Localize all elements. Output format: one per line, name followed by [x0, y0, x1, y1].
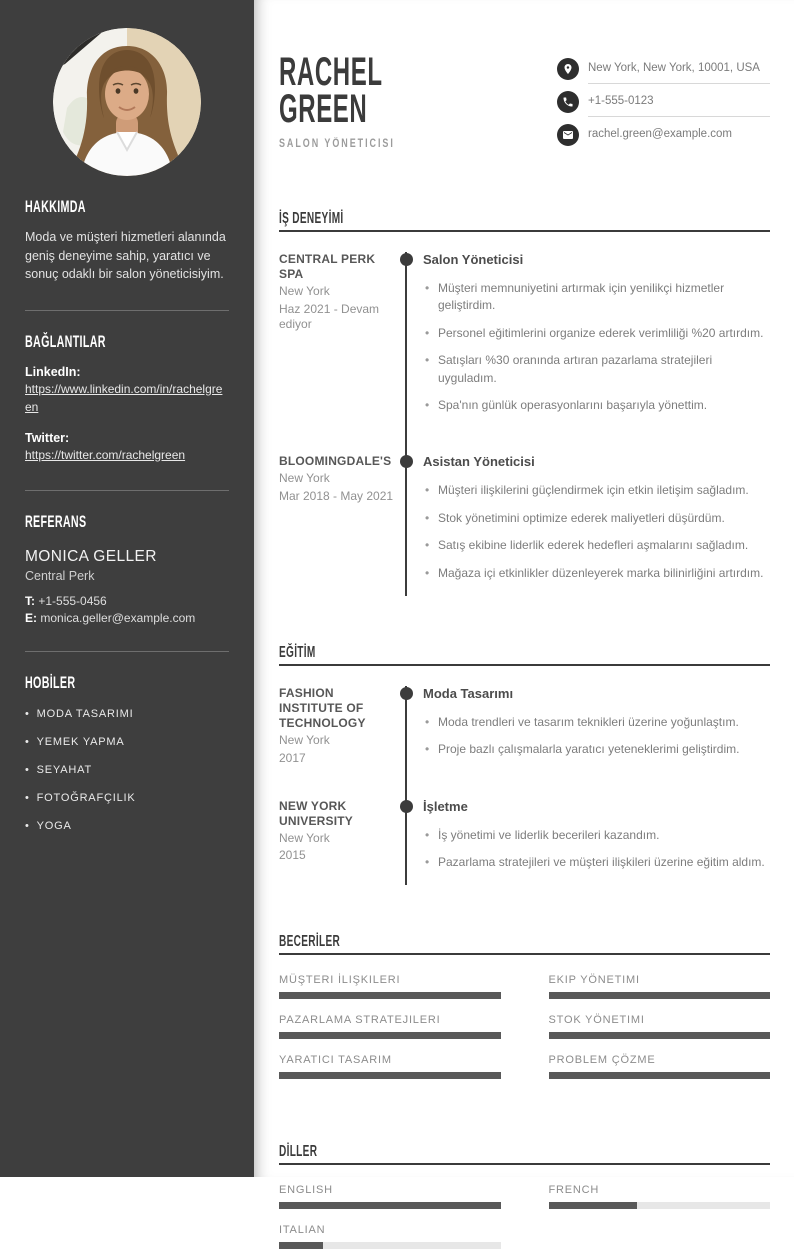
skill-label: PROBLEM ÇÖZME — [548, 1054, 656, 1067]
role-bullets — [423, 482, 770, 582]
bullet-item: • Müşteri memnuniyetini artırmak için yenilikçi hizmetler geliştirdim. — [423, 280, 770, 315]
reference-company: Central Perk — [25, 568, 95, 583]
contact-location-row — [557, 58, 770, 84]
section-education — [279, 644, 770, 886]
linkedin-link-item — [25, 365, 229, 416]
bullet-item: • Moda trendleri ve tasarım teknikleri üzerine yoğunlaştım. — [423, 714, 770, 731]
sidebar-divider — [25, 651, 229, 652]
bullet-item: • İş yönetimi ve liderlik becerileri kazandım. — [423, 827, 770, 844]
job-title: SALON YÖNETICISI — [279, 138, 395, 150]
languages-heading: DİLLER — [279, 1143, 770, 1165]
skill-label: MÜŞTERI İLIŞKILERI — [279, 974, 401, 987]
company-location: New York — [279, 284, 330, 298]
experience-entries — [279, 252, 770, 596]
language-item — [549, 1184, 771, 1209]
role-bullets — [423, 280, 770, 414]
hobby-item: • YEMEK YAPMA — [25, 736, 229, 748]
hobbies-heading: HOBİLER — [25, 672, 76, 692]
education-entry-details — [405, 686, 770, 799]
avatar — [53, 28, 201, 176]
contact-email-row — [557, 124, 770, 149]
skill-bar — [549, 1032, 771, 1039]
profile-photo-illustration — [53, 28, 201, 176]
section-experience — [279, 210, 770, 596]
skill-item — [549, 1054, 771, 1079]
phone-icon — [557, 91, 579, 113]
location-pin-icon — [557, 58, 579, 80]
language-bar — [279, 1242, 501, 1249]
skill-item — [549, 1014, 771, 1039]
education-entry — [279, 686, 770, 799]
last-name: GREEN — [279, 87, 368, 131]
sidebar-divider — [25, 310, 229, 311]
bullet-item: • Satış ekibine liderlik ederek hedefleri aşmalarını sağladım. — [423, 537, 770, 554]
reference-phone: +1-555-0456 — [38, 593, 107, 608]
contact-email: rachel.green@example.com — [588, 128, 732, 140]
skill-bar — [549, 1072, 771, 1079]
skill-item — [279, 1054, 501, 1079]
bullet-item: • Müşteri ilişkilerini güçlendirmek için etkin iletişim sağladım. — [423, 482, 770, 499]
education-entry-meta — [279, 686, 405, 799]
employment-dates: Haz 2021 - Devam ediyor — [279, 301, 380, 332]
skill-bar — [549, 992, 771, 999]
first-name: RACHEL — [279, 50, 383, 94]
contact-location: New York, New York, 10001, USA — [588, 58, 770, 84]
experience-entry-meta — [279, 252, 405, 454]
experience-entry — [279, 454, 770, 596]
language-label: FRENCH — [548, 1184, 600, 1197]
hobbies-list — [25, 708, 229, 832]
timeline-dot — [400, 687, 413, 700]
company-location: New York — [279, 471, 330, 486]
skill-bar-fill — [549, 992, 771, 999]
skill-label: YARATICI TASARIM — [279, 1054, 392, 1067]
bullet-item: • Stok yönetimini optimize ederek maliyetleri düşürdüm. — [423, 510, 770, 527]
language-bar-fill — [549, 1202, 638, 1209]
sidebar — [0, 0, 254, 1177]
linkedin-label: LinkedIn: — [25, 364, 81, 379]
resume-main — [254, 0, 794, 1237]
skill-bar-fill — [279, 992, 501, 999]
education-heading: EĞİTİM — [279, 644, 770, 666]
experience-entry-meta — [279, 454, 405, 596]
school-location: New York — [279, 732, 330, 747]
school-location: New York — [279, 830, 330, 845]
linkedin-link[interactable]: https://www.linkedin.com/in/rachelgreen — [25, 381, 223, 414]
timeline-dot — [400, 455, 413, 468]
language-bar — [279, 1202, 501, 1209]
skill-bar — [279, 1072, 501, 1079]
experience-entry-details — [405, 454, 770, 596]
skill-bar — [279, 992, 501, 999]
employment-dates: Mar 2018 - May 2021 — [279, 488, 394, 503]
language-label: ITALIAN — [279, 1224, 326, 1237]
skill-bar-fill — [549, 1072, 771, 1079]
languages-grid — [279, 1184, 770, 1249]
education-entry-meta — [279, 799, 405, 886]
degree-title: İşletme — [423, 798, 468, 814]
reference-email: monica.geller@example.com — [40, 610, 196, 625]
skill-item — [279, 974, 501, 999]
language-bar — [549, 1202, 771, 1209]
bullet-item: • Pazarlama stratejileri ve müşteri ilişkileri üzerine eğitim aldım. — [423, 854, 770, 871]
skill-item — [279, 1014, 501, 1039]
education-dates: 2015 — [279, 848, 306, 863]
language-bar-fill — [279, 1202, 501, 1209]
name-block — [279, 50, 452, 156]
timeline-dot — [400, 253, 413, 266]
degree-title: Moda Tasarımı — [423, 685, 514, 701]
school-name: FASHION INSTITUTE OF TECHNOLOGY — [279, 685, 366, 730]
reference-email-label: E: — [25, 610, 37, 625]
email-icon — [557, 124, 579, 146]
role-title: Salon Yöneticisi — [423, 252, 524, 267]
skill-bar-fill — [279, 1072, 501, 1079]
education-entries — [279, 686, 770, 886]
experience-entry — [279, 252, 770, 454]
hobby-item: • YOGA — [25, 820, 229, 832]
reference-email-row — [25, 611, 229, 625]
hobby-item: • FOTOĞRAFÇILIK — [25, 792, 229, 804]
language-label: ENGLISH — [279, 1184, 333, 1197]
bullet-item: • Proje bazlı çalışmalarla yaratıcı yeteneklerimi geliştirdim. — [423, 741, 770, 758]
skill-label: STOK YÖNETIMI — [548, 1014, 645, 1027]
company-name: CENTRAL PERK SPA — [279, 252, 376, 281]
skill-bar-fill — [549, 1032, 771, 1039]
language-bar-fill — [279, 1242, 323, 1249]
education-entry-details — [405, 799, 770, 886]
skill-bar-fill — [279, 1032, 501, 1039]
reference-heading: REFERANS — [25, 511, 87, 531]
education-dates: 2017 — [279, 750, 306, 765]
skill-bar — [279, 1032, 501, 1039]
twitter-link-item — [25, 431, 229, 464]
language-item — [279, 1224, 501, 1249]
role-title: Asistan Yöneticisi — [423, 454, 535, 470]
skill-label: PAZARLAMA STRATEJILERI — [279, 1014, 441, 1027]
section-skills — [279, 933, 770, 1079]
school-name: NEW YORK UNIVERSITY — [279, 798, 354, 828]
education-entry — [279, 799, 770, 886]
experience-entry-details — [405, 252, 770, 454]
contact-phone: +1-555-0123 — [588, 91, 770, 117]
company-name: BLOOMINGDALE'S — [279, 454, 392, 469]
sidebar-divider — [25, 490, 229, 491]
twitter-link[interactable]: https://twitter.com/rachelgreen — [25, 447, 186, 462]
resume-header — [279, 50, 770, 156]
skills-grid — [279, 974, 770, 1079]
reference-phone-row — [25, 594, 229, 608]
hobby-item: • SEYAHAT — [25, 764, 229, 776]
section-languages — [279, 1143, 770, 1249]
skill-label: EKIP YÖNETIMI — [548, 974, 640, 987]
bullet-item: • Satışları %30 oranında artıran pazarlama stratejileri uyguladım. — [423, 352, 770, 387]
bullet-item: • Spa'nın günlük operasyonlarını başarıyla yönettim. — [423, 397, 770, 414]
language-item — [279, 1184, 501, 1209]
hobby-item: • MODA TASARIMI — [25, 708, 229, 720]
skills-heading: BECERİLER — [279, 933, 770, 955]
twitter-label: Twitter: — [25, 430, 70, 445]
degree-bullets — [423, 827, 770, 872]
bullet-item: • Mağaza içi etkinlikler düzenleyerek marka bilinirliğini artırdım. — [423, 565, 770, 582]
bullet-item: • Personel eğitimlerini organize ederek verimliliği %20 artırdım. — [423, 325, 770, 342]
about-text: Moda ve müşteri hizmetleri alanında geniş deneyime sahip, yaratıcı ve sonuç odaklı bir salon yöneticisiyim. — [25, 230, 226, 281]
reference-phone-label: T: — [25, 593, 35, 608]
contact-phone-row — [557, 91, 770, 117]
degree-bullets — [423, 714, 770, 759]
skill-item — [549, 974, 771, 999]
links-heading: BAĞLANTILAR — [25, 331, 106, 351]
timeline-dot — [400, 800, 413, 813]
reference-name: MONICA GELLER — [25, 547, 157, 565]
about-heading: HAKKIMDA — [25, 197, 86, 216]
experience-heading: İŞ DENEYİMİ — [279, 210, 770, 232]
contact-list — [557, 58, 770, 156]
